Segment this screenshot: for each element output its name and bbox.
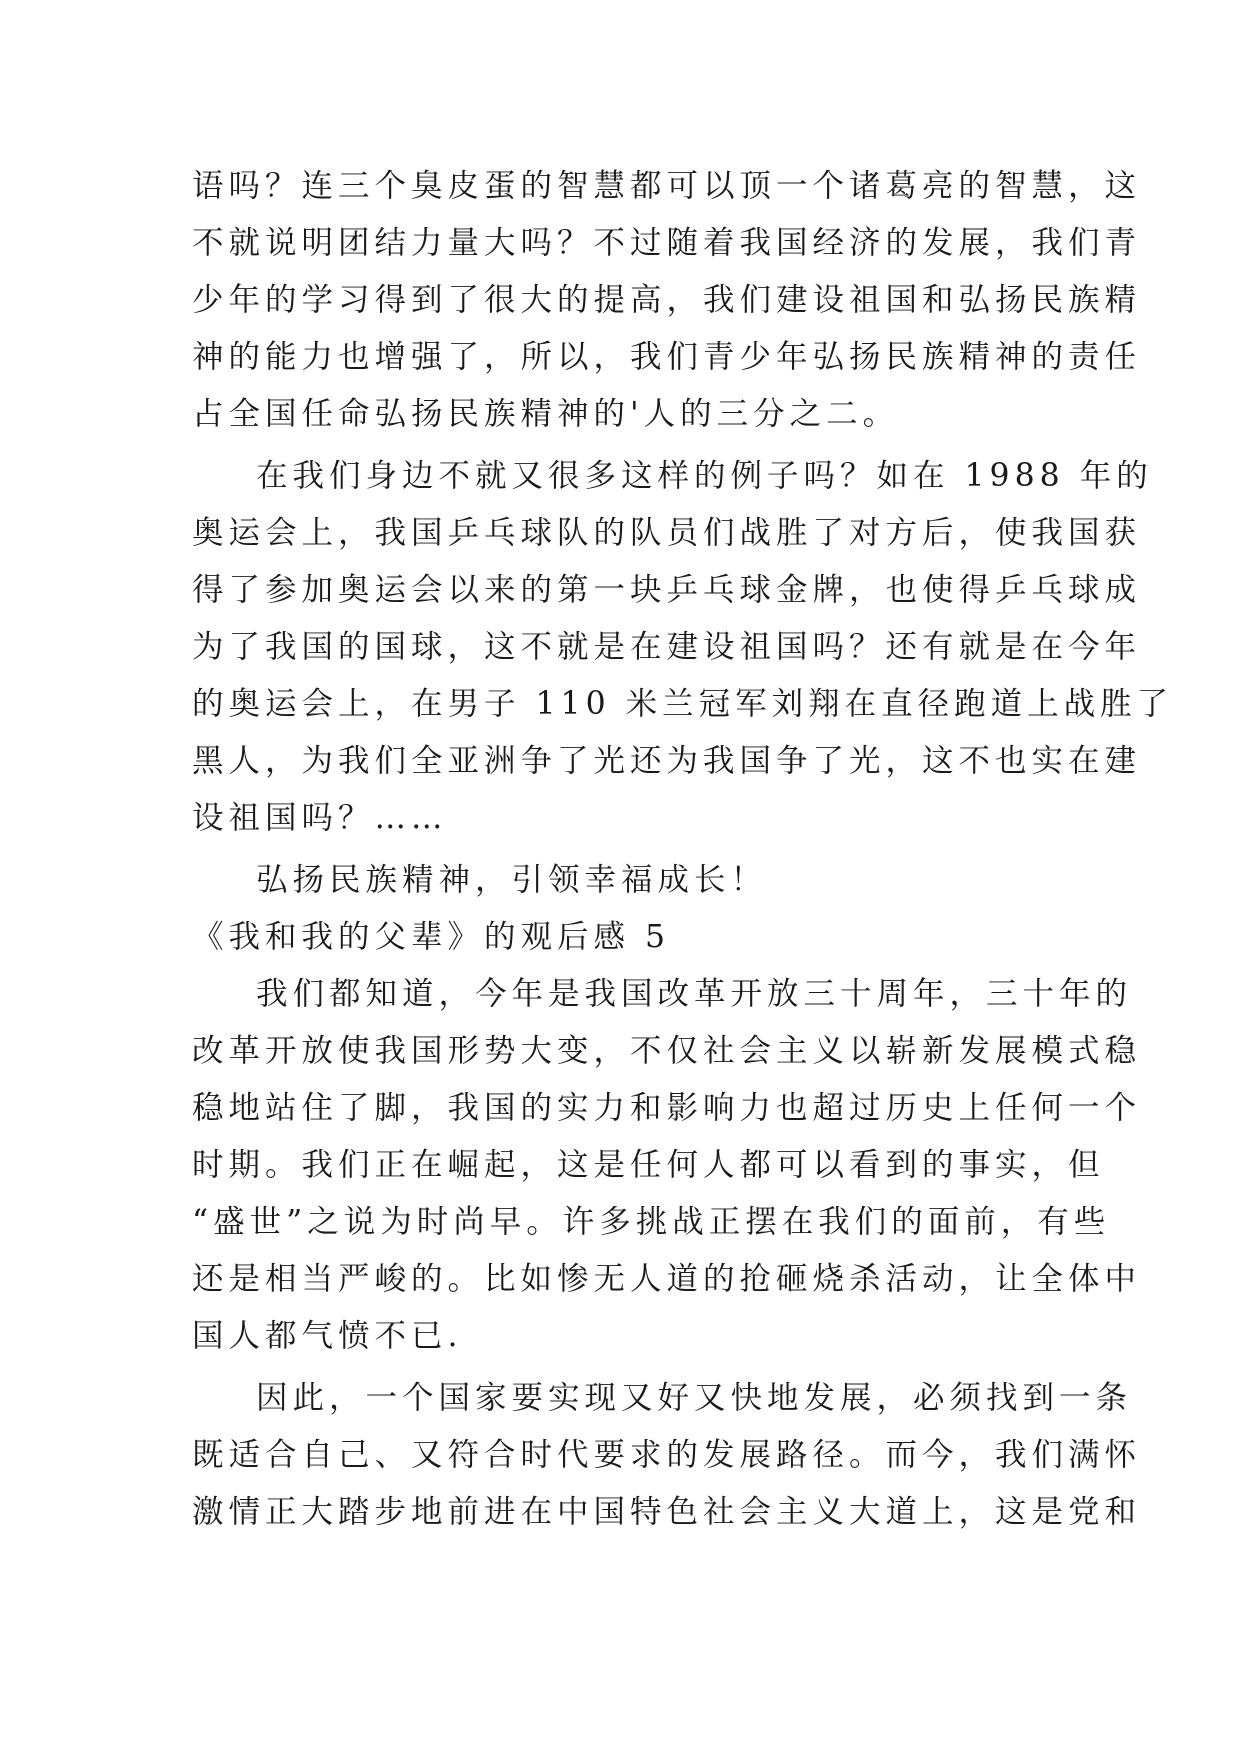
text-line: 时期。我们正在崛起，这是任何人都可以看到的事实，但 [192, 1147, 1105, 1183]
document-body [192, 158, 1174, 1541]
text-line: 国人都气愤不已. [192, 1318, 463, 1354]
text-line: 在我们身边不就又很多这样的例子吗？如在 1988 年的 [256, 458, 1153, 494]
text-line: 因此，一个国家要实现又好又快地发展，必须找到一条 [256, 1380, 1133, 1416]
text-line: 激情正大踏步地前进在中国特色社会主义大道上，这是党和 [192, 1494, 1142, 1530]
text-line: “盛世”之说为时尚早。许多挑战正摆在我们的面前，有些 [192, 1204, 1111, 1240]
text-line: 既适合自己、又符合时代要求的发展路径。而今，我们满怀 [192, 1437, 1142, 1473]
text-line: 黑人，为我们全亚洲争了光还为我国争了光，这不也实在建 [192, 743, 1142, 779]
text-line: 弘扬民族精神，引领幸福成长！ [256, 862, 768, 898]
text-line: 还是相当严峻的。比如惨无人道的抢砸烧杀活动，让全体中 [192, 1261, 1142, 1297]
text-line: 的奥运会上，在男子 110 米兰冠军刘翔在直径跑道上战胜了 [192, 686, 1174, 722]
paragraph [192, 852, 1052, 909]
text-line: 不就说明团结力量大吗？不过随着我国经济的发展，我们青 [192, 225, 1142, 261]
text-line: 占全国任命弘扬民族精神的'人的三分之二。 [192, 396, 900, 432]
text-line: 奥运会上，我国乒乓球队的队员们战胜了对方后，使我国获 [192, 515, 1142, 551]
paragraph [192, 448, 1174, 847]
text-line: 少年的学习得到了很大的提高，我们建设祖国和弘扬民族精 [192, 282, 1142, 318]
text-line: 神的能力也增强了，所以，我们青少年弘扬民族精神的责任 [192, 339, 1142, 375]
text-line: 语吗？连三个臭皮蛋的智慧都可以顶一个诸葛亮的智慧，这 [192, 168, 1142, 204]
paragraph [192, 158, 1142, 443]
paragraph [192, 1370, 1142, 1541]
text-line: 稳地站住了脚，我国的实力和影响力也超过历史上任何一个 [192, 1090, 1142, 1126]
text-line: 为了我国的国球，这不就是在建设祖国吗？还有就是在今年 [192, 629, 1142, 665]
paragraph [192, 966, 1142, 1365]
text-line: 得了参加奥运会以来的第一块乒乓球金牌，也使得乒乓球成 [192, 572, 1142, 608]
text-line: 改革开放使我国形势大变，不仅社会主义以崭新发展模式稳 [192, 1033, 1142, 1069]
text-line: 设祖国吗？…… [192, 800, 448, 836]
section-heading: 《我和我的父辈》的观后感 5 [192, 919, 671, 955]
text-line: 我们都知道，今年是我国改革开放三十周年，三十年的 [256, 976, 1133, 1012]
